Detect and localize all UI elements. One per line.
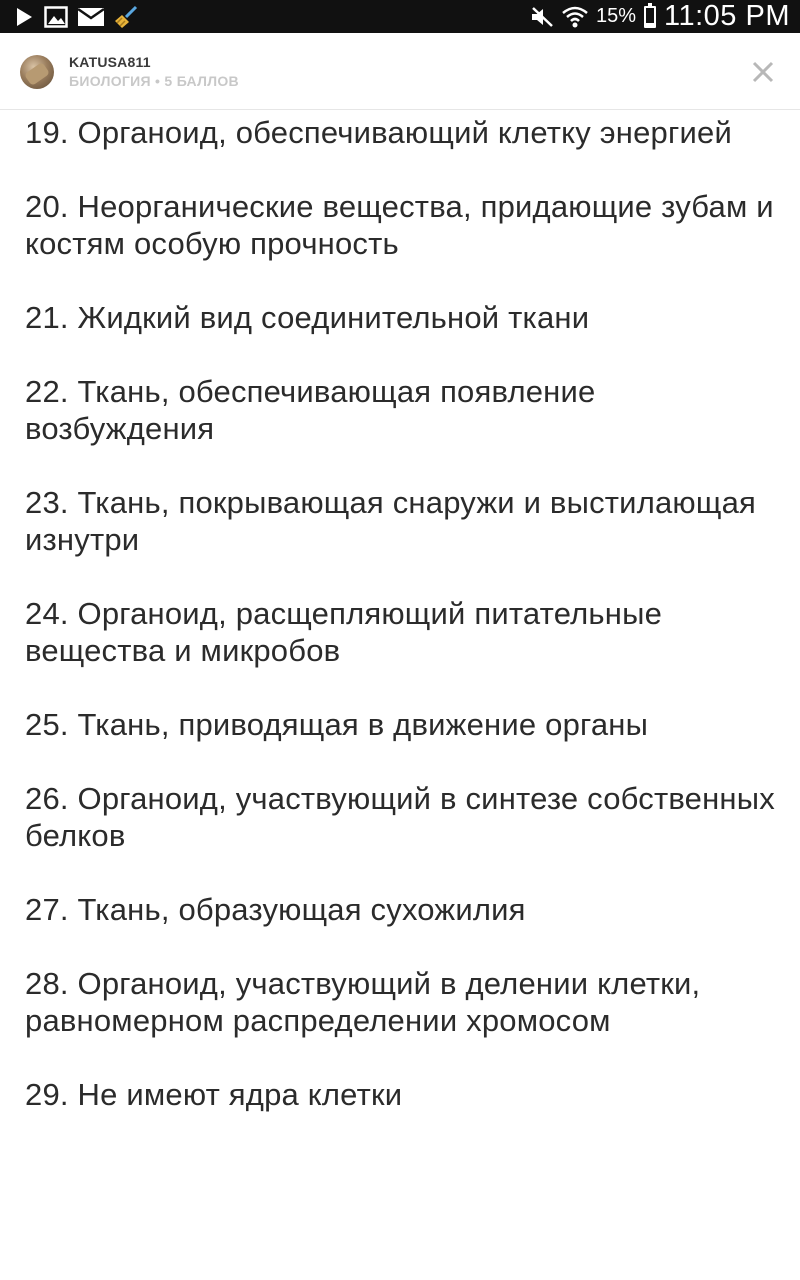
- system-status: [530, 0, 790, 33]
- battery-icon: [644, 6, 656, 28]
- wifi-icon: [562, 5, 588, 29]
- question-item: 21. Жидкий вид соединительной ткани: [25, 300, 590, 335]
- play-icon: [14, 6, 34, 28]
- author-username[interactable]: KATUSA811: [69, 54, 151, 70]
- mute-icon: [530, 6, 554, 28]
- question-item: 19. Органоид, обеспечивающий клетку энергией: [25, 115, 732, 150]
- image-icon: [44, 6, 68, 28]
- question-item: 25. Ткань, приводящая в движение органы: [25, 707, 649, 742]
- question-item: 24. Органоид, расщепляющий питательные вещества и микробов: [25, 596, 663, 668]
- question-item: 29. Не имеют ядра клетки: [25, 1077, 403, 1112]
- avatar[interactable]: [20, 55, 54, 89]
- question-body: [25, 114, 785, 1150]
- subject-points: БИОЛОГИЯ • 5 БАЛЛОВ: [69, 73, 239, 89]
- question-item: 27. Ткань, образующая сухожилия: [25, 892, 526, 927]
- battery-level: [646, 23, 654, 26]
- question-item: 20. Неорганические вещества, придающие зубам и костям особую прочность: [25, 189, 774, 261]
- clock: 11:05 PM: [664, 0, 790, 32]
- close-icon[interactable]: [748, 57, 778, 87]
- battery-percent: 15%: [595, 5, 637, 27]
- question-item: 28. Органоид, участвующий в делении клетки, равномерном распределении хромосом: [25, 966, 701, 1038]
- question-header: [0, 33, 800, 110]
- question-item: 22. Ткань, обеспечивающая появление возбуждения: [25, 374, 596, 446]
- notification-icons: [14, 5, 138, 29]
- mail-icon: [78, 7, 104, 27]
- status-bar: [0, 0, 800, 33]
- question-item: 26. Органоид, участвующий в синтезе собственных белков: [25, 781, 775, 853]
- broom-icon: [114, 5, 138, 29]
- question-item: 23. Ткань, покрывающая снаружи и выстилающая изнутри: [25, 485, 757, 557]
